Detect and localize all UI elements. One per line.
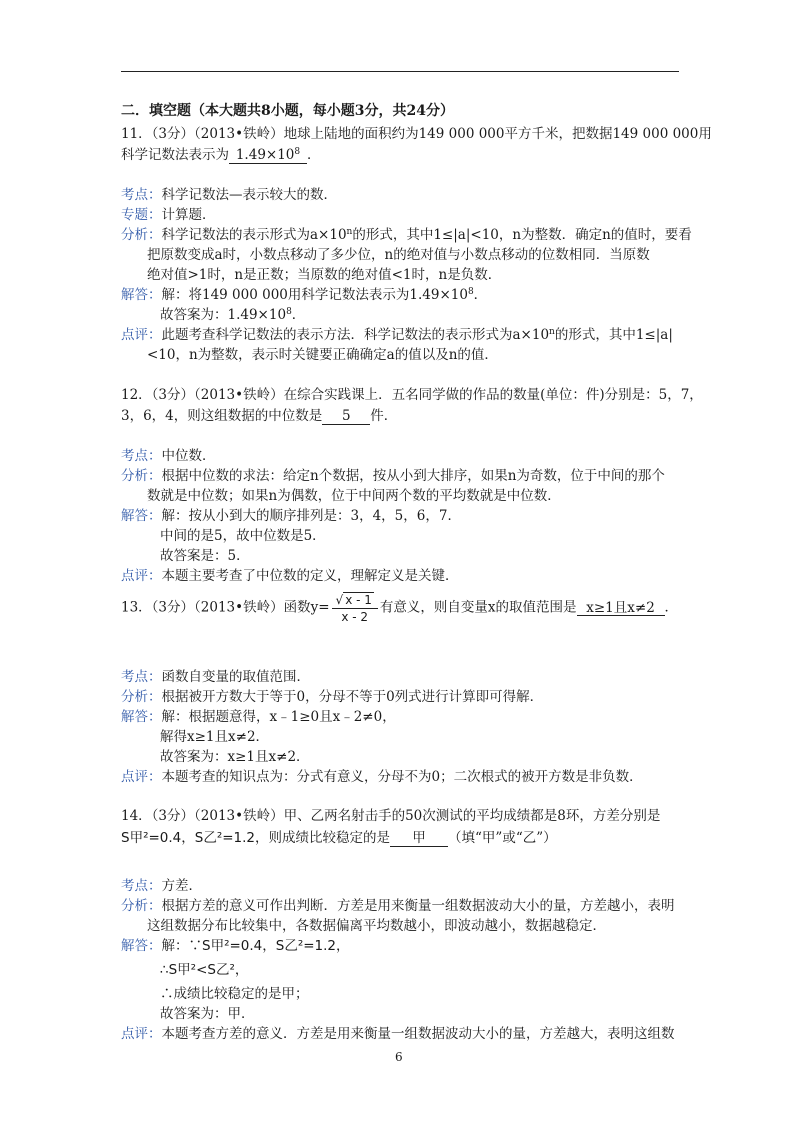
kaodian-label: 考点： (121, 448, 162, 464)
kaodian-text: 科学记数法—表示较大的数． (161, 187, 337, 203)
q11-answer-blank (229, 148, 307, 164)
sqrt-icon: √ (335, 593, 344, 607)
fenxi-label: 分析： (121, 468, 162, 484)
q12-jieda-line2: 中间的是5，故中位数是5． (160, 528, 326, 544)
jieda-formula: ∴S甲²<S乙²， (160, 962, 249, 978)
fenxi-label: 分析： (121, 227, 162, 243)
q14-dianping (121, 1022, 675, 1042)
q13-fenxi (121, 685, 543, 705)
q11-stem-suffix: ． (307, 147, 321, 163)
jieda-label: 解答： (121, 287, 162, 303)
dianping-label: 点评： (121, 769, 162, 785)
q13-answer-blank: x≥1且x≠2 (577, 601, 665, 617)
dianping-label: 点评： (121, 568, 162, 584)
jieda-text: ． (473, 287, 488, 303)
q12-jieda-line1 (121, 504, 461, 524)
q14-kaodian (121, 874, 202, 894)
q13-fraction-denominator: x - 2 (341, 610, 369, 624)
jieda-text: 解：按从小到大的顺序排列是：3，4，5，6，7． (161, 508, 461, 524)
dianping-exp: n (549, 327, 555, 337)
q11-stem-line2 (121, 143, 321, 164)
jieda-formula: S甲²=0.4，S乙²=1.2， (202, 938, 350, 954)
q12-jieda-line3: 故答案是：5． (160, 548, 250, 564)
jieda-text: 故答案为：1.49×10 (160, 307, 287, 323)
q13-kaodian (121, 665, 310, 685)
q12-stem-line2 (121, 404, 397, 425)
q13-jieda-line2: 解得x≥1且x≠2． (160, 729, 270, 745)
jieda-label: 解答： (121, 508, 162, 524)
q12-dianping (121, 564, 459, 584)
q11-fenxi-line2: 把原数变成a时，小数点移动了多少位，n的绝对值与小数点移动的位数相同．当原数 (147, 247, 650, 263)
fenxi-text: 根据方差的意义可作出判断．方差是用来衡量一组数据波动大小的量，方差越小，表明 (161, 898, 675, 914)
q12-fenxi-line2: 数就是中位数；如果n为偶数，位于中间两个数的平均数就是中位数． (147, 488, 561, 504)
q11-jieda-line2 (160, 303, 305, 323)
dianping-text: 本题主要考查了中位数的定义，理解定义是关键． (161, 568, 459, 584)
q11-fenxi-line3: 绝对值>1时，n是正数；当原数的绝对值<1时，n是负数． (147, 267, 502, 283)
dianping-text: 此题考查科学记数法的表示方法．科学记数法的表示形式为a×10 (161, 327, 550, 343)
fenxi-text: 的形式，其中1≤|a|<10，n为整数．确定n的值时，要看 (352, 227, 692, 243)
jieda-text: 解：∵ (161, 938, 202, 954)
dianping-text: 本题考查的知识点为：分式有意义，分母不为0；二次根式的被开方数是非负数． (161, 769, 643, 785)
zhuanti-label: 专题： (121, 207, 162, 223)
dianping-text: 本题考查方差的意义．方差是用来衡量一组数据波动大小的量，方差越大，表明这组数 (161, 1026, 675, 1042)
q13-fraction-numerator: x - 1 (345, 593, 372, 607)
fenxi-label: 分析： (121, 898, 162, 914)
jieda-text: 解：根据题意得，x﹣1≥0且x﹣2≠0， (161, 709, 396, 725)
jieda-text: ． (291, 307, 306, 323)
q11-stem-prefix: 科学记数法表示为 (121, 147, 229, 163)
q14-jieda-line2 (160, 958, 248, 978)
kaodian-text: 中位数． (161, 448, 216, 464)
dianping-text: 的形式，其中1≤|a| (554, 327, 673, 343)
q14-jieda-line1 (121, 934, 350, 954)
q13-stem-suffix: ． (664, 599, 679, 616)
q14-answer-blank: 甲 (390, 831, 448, 847)
dianping-label: 点评： (121, 327, 162, 343)
q11-dianping-line2: <10，n为整数，表示时关键要正确确定a的值以及n的值． (147, 347, 498, 363)
zhuanti-text: 计算题． (161, 207, 216, 223)
fenxi-exp: n (346, 227, 353, 237)
q11-fenxi-line1 (121, 223, 692, 243)
q13-dianping (121, 765, 643, 785)
jieda-label: 解答： (121, 709, 162, 725)
q12-stem-prefix: 3，6，4，则这组数据的中位数是 (121, 408, 323, 424)
kaodian-label: 考点： (121, 669, 162, 685)
jieda-text: 解：将149 000 000用科学记数法表示为1.49×10 (161, 287, 468, 303)
q14-stem-line2 (121, 826, 557, 847)
fenxi-text: 根据中位数的求法：给定n个数据，按从小到大排序，如果n为奇数，位于中间的那个 (161, 468, 665, 484)
q14-fenxi-line1 (121, 894, 675, 914)
jieda-label: 解答： (121, 938, 162, 954)
q12-answer-blank: 5 (322, 409, 370, 425)
q13-jieda-line3: 故答案为：x≥1且x≠2． (160, 749, 310, 765)
q11-zhuanti (121, 203, 216, 223)
q12-stem-line1: 12．（3分）（2013•铁岭）在综合实践课上．五名同学做的作品的数量(单位：件)分别是：5，7， (121, 387, 703, 403)
q14-jieda-line3: ∴成绩比较稳定的是甲； (160, 986, 309, 1002)
q14-stem-line1: 14．（3分）（2013•铁岭）甲、乙两名射击手的50次测试的平均成绩都是8环，方差分别是 (121, 808, 661, 824)
q11-stem-line1: 11．（3分）（2013•铁岭）地球上陆地的面积约为149 000 000平方千米，把数据149 000 000用 (121, 126, 712, 142)
dianping-label: 点评： (121, 1026, 162, 1042)
q13-stem (121, 592, 678, 624)
fenxi-label: 分析： (121, 689, 162, 705)
q12-kaodian (121, 444, 216, 464)
kaodian-label: 考点： (121, 878, 162, 894)
header-rule (121, 71, 679, 72)
q14-stem-suffix: （填“甲”或“乙”） (448, 830, 557, 846)
q13-stem-prefix: 13．（3分）（2013•铁岭）函数y= (121, 599, 330, 616)
q11-jieda-line1 (121, 283, 487, 303)
q12-fenxi-line1 (121, 464, 665, 484)
page-number: 6 (395, 1050, 403, 1064)
q13-stem-mid: 有意义，则自变量x的取值范围是 (379, 599, 577, 616)
jieda-exp: 8 (286, 307, 292, 317)
kaodian-label: 考点： (121, 187, 162, 203)
q14-fenxi-line2: 这组数据分布比较集中，各数据偏离平均数越小，即波动越小，数据越稳定． (147, 918, 606, 934)
q14-stem-mid: 则成绩比较稳定的是 (268, 830, 391, 846)
fenxi-text: 科学记数法的表示形式为a×10 (161, 227, 347, 243)
section-title: 二．填空题（本大题共8小题，每小题3分，共24分） (121, 103, 454, 119)
fenxi-text: 根据被开方数大于等于0，分母不等于0列式进行计算即可得解． (161, 689, 544, 705)
kaodian-text: 方差． (161, 878, 202, 894)
q11-answer-base: 1.49×10 (235, 147, 295, 163)
kaodian-text: 函数自变量的取值范围． (161, 669, 310, 685)
q14-jieda-line4: 故答案为：甲． (160, 1006, 255, 1022)
q12-stem-suffix: 件． (370, 408, 398, 424)
q14-variance-formula: S甲²=0.4，S乙²=1.2， (121, 830, 269, 846)
jieda-exp: 8 (467, 287, 474, 297)
q11-answer-exp: 8 (294, 147, 301, 157)
q13-jieda-line1 (121, 705, 396, 725)
q13-fraction (332, 592, 378, 624)
q11-kaodian (121, 183, 337, 203)
q11-dianping-line1 (121, 323, 673, 343)
